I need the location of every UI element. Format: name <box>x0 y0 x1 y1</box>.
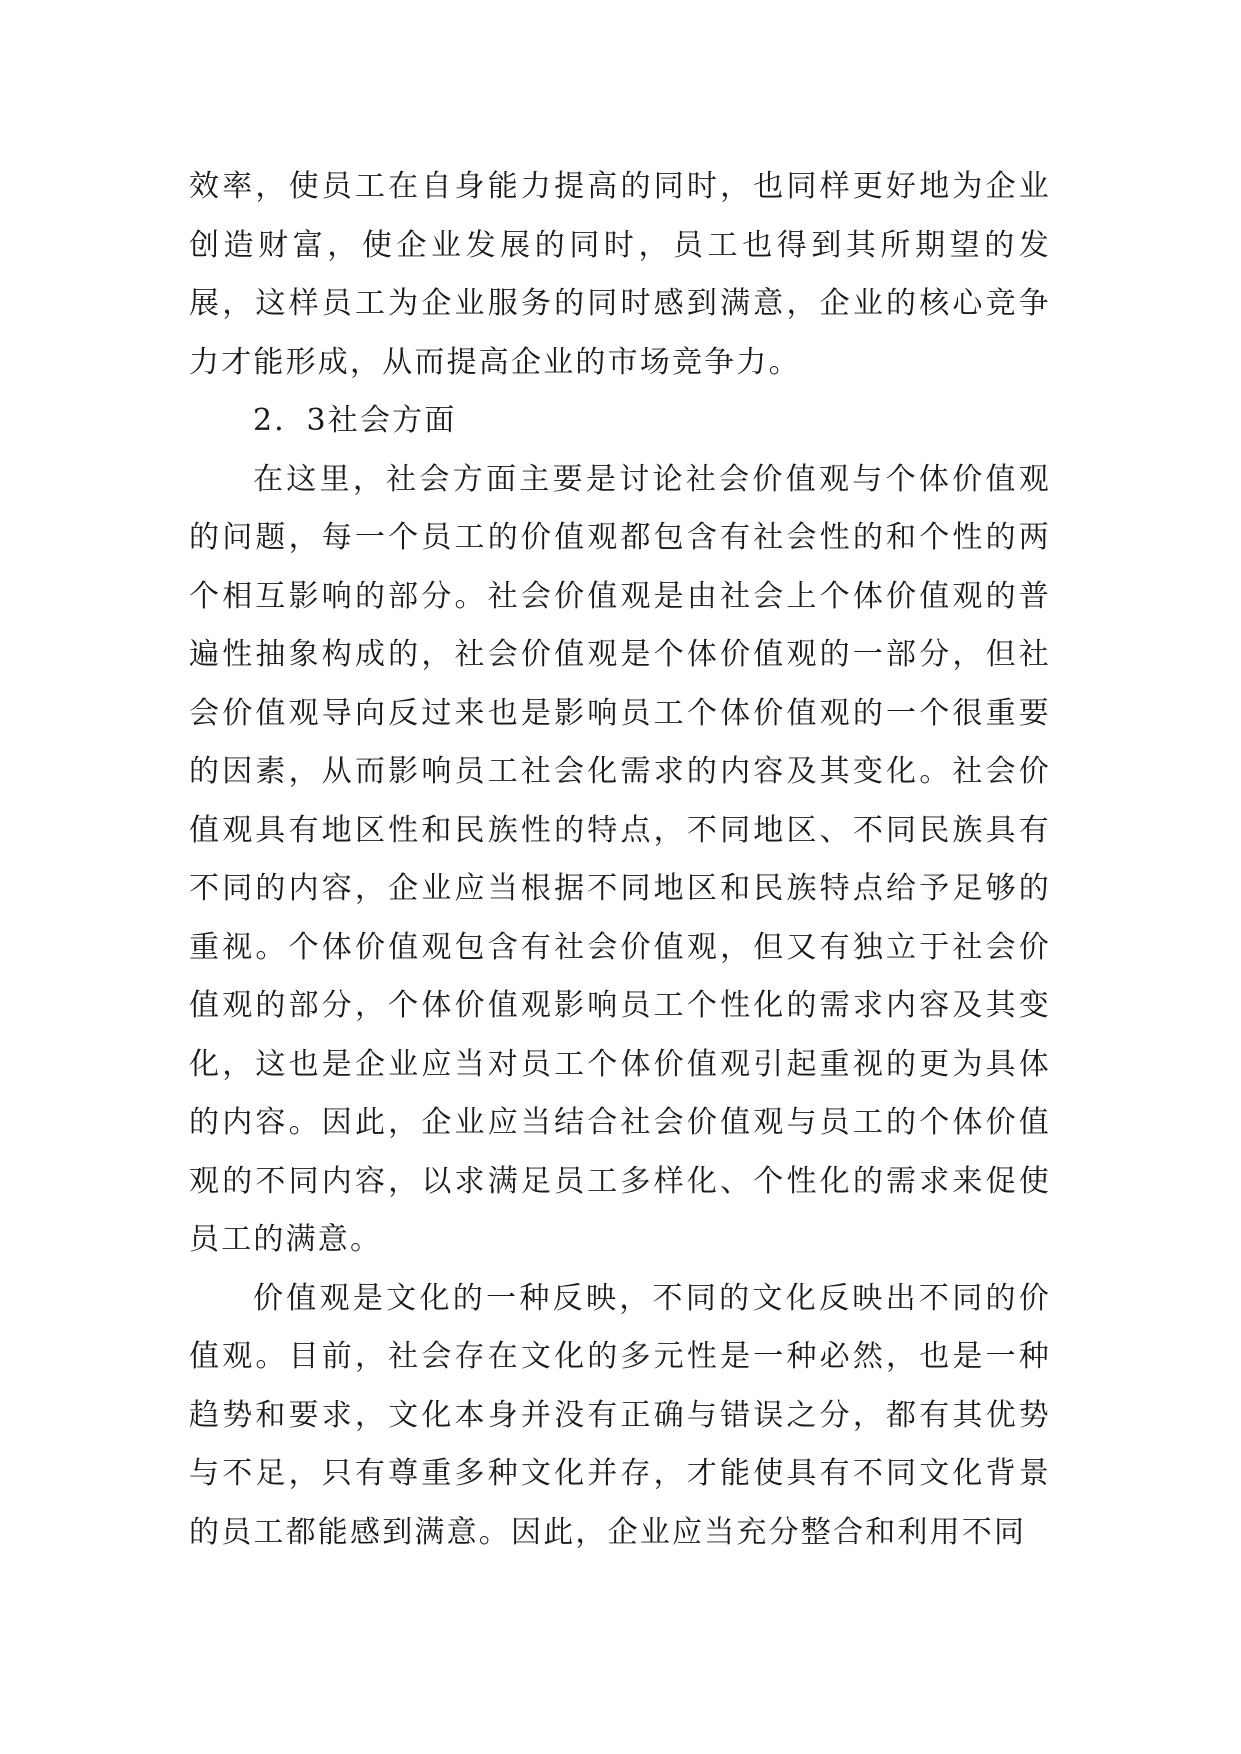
paragraph-continuation: 效率，使员工在自身能力提高的同时，也同样更好地为企业创造财富，使企业发展的同时，员工也得到其所期望的发展，这样员工为企业服务的同时感到满意，企业的核心竞争力才能形成，从而提高企业的市场竞争力。 <box>189 169 1051 380</box>
section-heading: 2．3社会方面 <box>253 403 457 438</box>
paragraph-social-values: 在这里，社会方面主要是讨论社会价值观与个体价值观的问题，每一个员工的价值观都包含有社会性的和个性的两个相互影响的部分。社会价值观是由社会上个体价值观的普遍性抽象构成的，社会价值观是个体价值观的一部分，但社会价值观导向反过来也是影响员工个体价值观的一个很重要的因素，从而影响员工社会化需求的内容及其变化。社会价值观具有地区性和民族性的特点，不同地区、不同民族具有不同的内容，企业应当根据不同地区和民族特点给予足够的重视。个体价值观包含有社会价值观，但又有独立于社会价值观的部分，个体价值观影响员工个性化的需求内容及其变化，这也是企业应当对员工个体价值观引起重视的更为具体的内容。因此，企业应当结合社会价值观与员工的个体价值观的不同内容，以求满足员工多样化、个性化的需求来促使员工的满意。 <box>189 461 1051 1257</box>
paragraph-culture: 价值观是文化的一种反映，不同的文化反映出不同的价值观。目前，社会存在文化的多元性是一种必然，也是一种趋势和要求，文化本身并没有正确与错误之分，都有其优势与不足，只有尊重多种文化并存，才能使具有不同文化背景的员工都能感到满意。因此，企业应当充分整合和利用不同 <box>189 1280 1051 1550</box>
document-body <box>189 158 1051 1562</box>
